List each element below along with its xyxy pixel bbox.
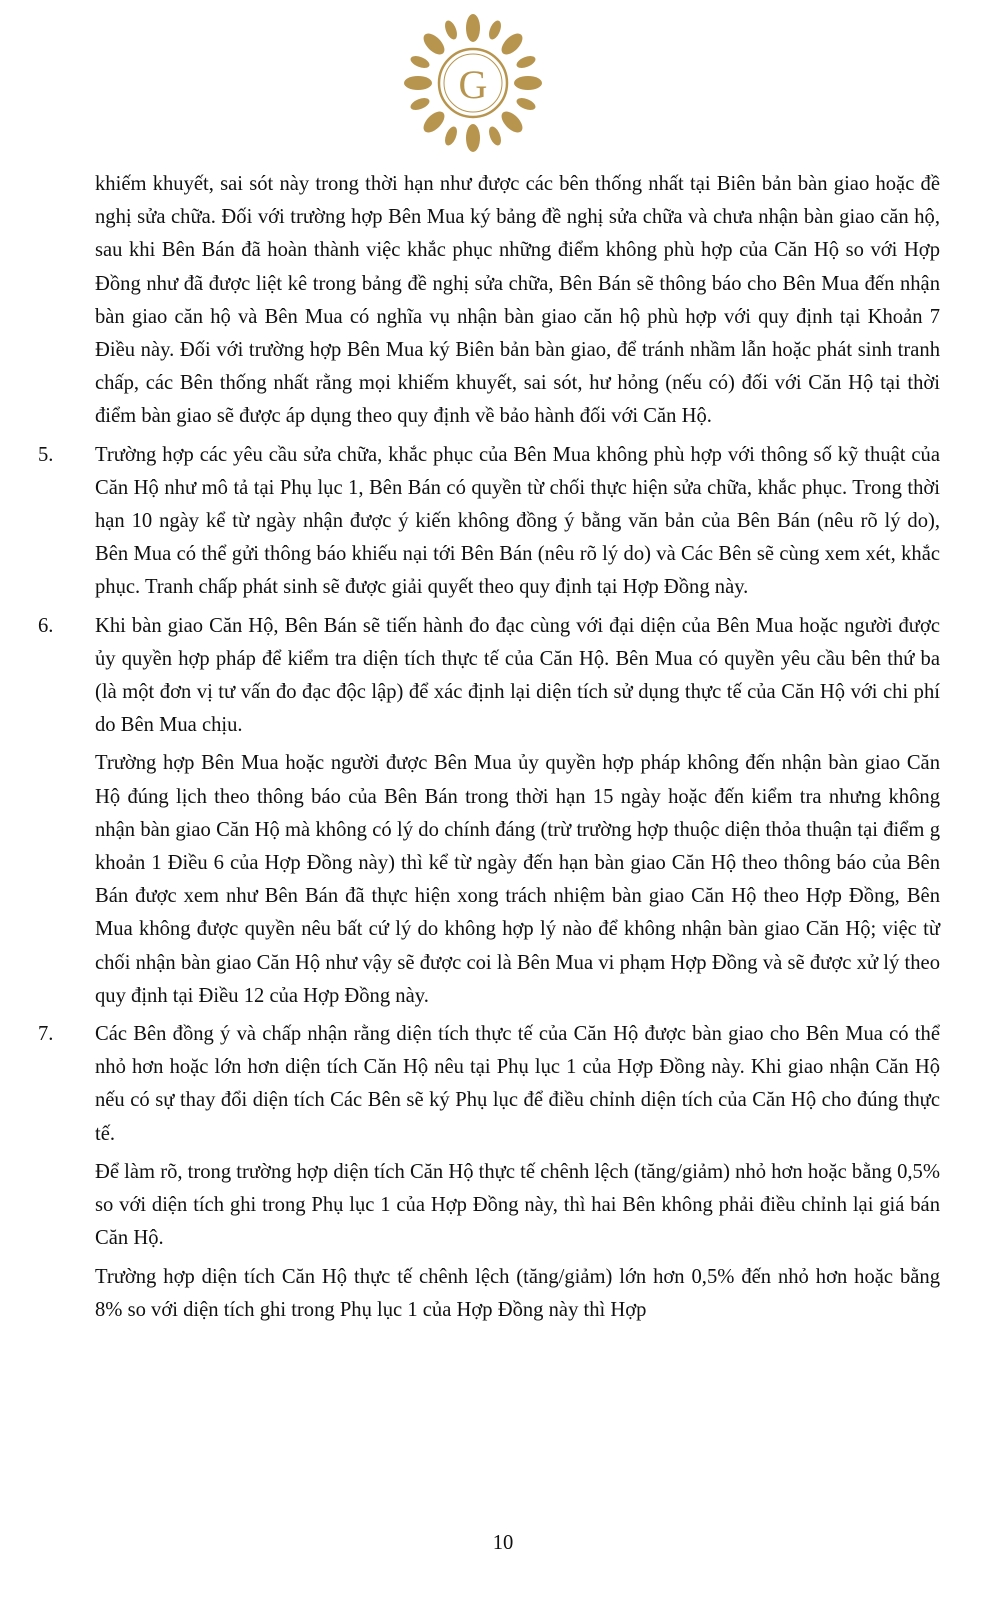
paragraph-intro: khiếm khuyết, sai sót này trong thời hạn như được các bên thống nhất tại Biên bản bàn giao hoặc đề nghị sửa chữa. Đối với trường hợp Bên Mua ký bảng đề nghị sửa chữa và chưa nhận bàn giao căn hộ, sau khi Bên Bán đã hoàn thành việc khắc phục những điểm không phù hợp của Căn Hộ so với Hợp Đồng như đã được liệt kê trong bảng đề nghị sửa chữa, Bên Bán sẽ thông báo cho Bên Mua đến nhận bàn giao căn hộ và Bên Mua có nghĩa vụ nhận bàn giao căn hộ phù hợp với quy định tại Khoản 7 Điều này. Đối với trường hợp Bên Mua ký Biên bản bàn giao, để tránh nhầm lẫn hoặc phát sinh tranh chấp, các Bên thống nhất rằng mọi khiếm khuyết, sai sót, hư hỏng (nếu có) đối với Căn Hộ tại thời điểm bàn giao sẽ được áp dụng theo quy định về bảo hành đối với Căn Hộ. [95, 173, 940, 428]
clause-number: 6. [38, 614, 54, 637]
clause-text: Trường hợp các yêu cầu sửa chữa, khắc phục của Bên Mua không phù hợp với thông số kỹ thuật của Căn Hộ như mô tả tại Phụ lục 1, Bên Bán có quyền từ chối thực hiện sửa chữa, khắc phục. Trong thời hạn 10 ngày kể từ ngày nhận được ý kiến không đồng ý bằng văn bản của Bên Bán (nêu rõ lý do), Bên Mua có thể gửi thông báo khiếu nại tới Bên Bán (nêu rõ lý do) và Các Bên sẽ cùng xem xét, khắc phục. Tranh chấp phát sinh sẽ được giải quyết theo quy định tại Hợp Đồng này. [95, 443, 940, 599]
clause-number: 5. [38, 443, 54, 466]
logo-letter: G [458, 62, 488, 107]
document-body [38, 168, 940, 1327]
brand-logo-emblem [398, 10, 548, 156]
clause-text: Các Bên đồng ý và chấp nhận rằng diện tích thực tế của Căn Hộ được bàn giao cho Bên Mua có thể nhỏ hơn hoặc lớn hơn diện tích Căn Hộ nêu tại Phụ lục 1 của Hợp Đồng này. Khi giao nhận Căn Hộ nếu có sự thay đổi diện tích Các Bên sẽ ký Phụ lục để điều chỉnh diện tích của Căn Hộ cho đúng thực tế. [95, 1023, 940, 1145]
clause-paragraph: Trường hợp diện tích Căn Hộ thực tế chênh lệch (tăng/giảm) lớn hơn 0,5% đến nhỏ hơn hoặc bằng 8% so với diện tích ghi trong Phụ lục 1 của Hợp Đồng này thì Hợp [95, 1265, 940, 1321]
clause-7 [38, 1018, 940, 1327]
clause-paragraph: Trường hợp Bên Mua hoặc người được Bên Mua ủy quyền hợp pháp không đến nhận bàn giao Căn Hộ đúng lịch theo thông báo của Bên Bán trong thời hạn 15 ngày hoặc đến kiểm tra nhưng không nhận bàn giao Căn Hộ mà không có lý do chính đáng (trừ trường hợp thuộc diện thỏa thuận tại điểm g khoản 1 Điều 6 của Hợp Đồng này) thì kể từ ngày đến hạn bàn giao Căn Hộ theo thông báo của Bên Bán được xem như Bên Bán đã thực hiện xong trách nhiệm bàn giao Căn Hộ theo Hợp Đồng, Bên Mua không được quyền nêu bất cứ lý do không hợp lý nào để không nhận bàn giao Căn Hộ; việc từ chối nhận bàn giao Căn Hộ như vậy sẽ được coi là Bên Mua vi phạm Hợp Đồng và sẽ được xử lý theo quy định tại Điều 12 của Hợp Đồng này. [95, 752, 940, 1007]
clause-paragraph: Để làm rõ, trong trường hợp diện tích Căn Hộ thực tế chênh lệch (tăng/giảm) nhỏ hơn hoặc bằng 0,5% so với diện tích ghi trong Phụ lục 1 của Hợp Đồng này, thì hai Bên không phải điều chỉnh lại giá bán Căn Hộ. [95, 1160, 940, 1250]
page-number: 10 [492, 1532, 514, 1554]
clause-5 [38, 439, 940, 605]
clause-6 [38, 610, 940, 1013]
clause-number: 7. [38, 1023, 54, 1046]
clause-text: Khi bàn giao Căn Hộ, Bên Bán sẽ tiến hành đo đạc cùng với đại diện của Bên Mua hoặc người được ủy quyền hợp pháp để kiểm tra diện tích thực tế của Căn Hộ. Bên Mua có quyền yêu cầu bên thứ ba (là một đơn vị tư vấn đo đạc độc lập) để xác định lại diện tích sử dụng thực tế của Căn Hộ với chi phí do Bên Mua chịu. [95, 614, 940, 737]
